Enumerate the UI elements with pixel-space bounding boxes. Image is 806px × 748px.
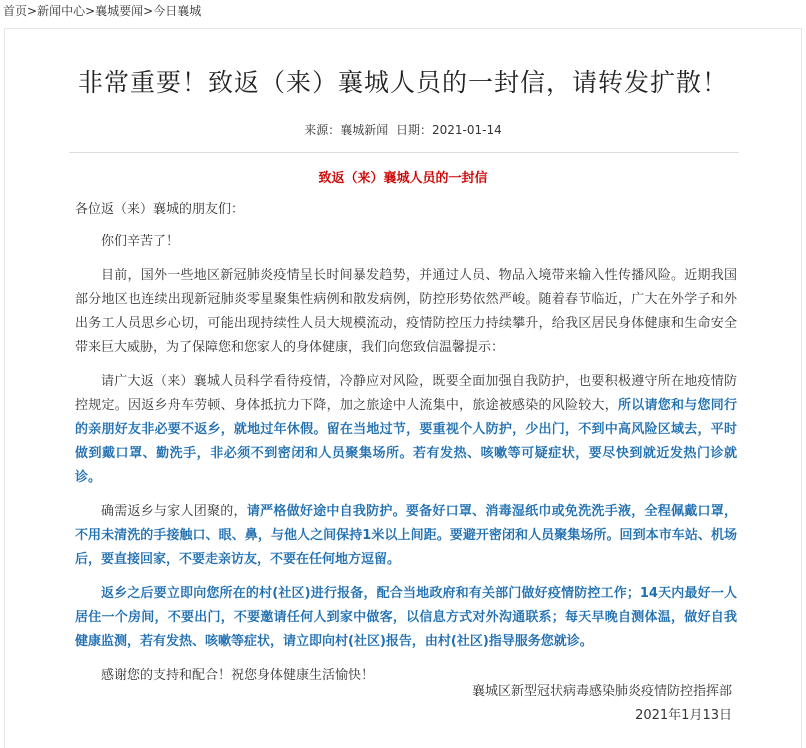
after-return-emphasis: 返乡之后要立即向您所在的村(社区)进行报备，配合当地政府和有关部门做好疫情防控工作；14天内最好一人居住一个房间，不要出门，不要邀请任何人到家中做客，以信息方式对外沟通联系；每天早晚自测体温，做好自我健康监测，若有发热、咳嗽等症状，请立即向村(社区)报告，由村(社区)指导服务您就诊。 bbox=[75, 586, 737, 649]
paragraph-closing: 感谢您的支持和配合！祝您身体健康生活愉快！ bbox=[101, 668, 375, 683]
article-body bbox=[75, 198, 737, 698]
breadcrumb-home-link[interactable]: 首页 bbox=[3, 4, 28, 18]
divider bbox=[69, 152, 739, 153]
source-label: 来源： bbox=[304, 123, 341, 137]
date-label: 日期： bbox=[395, 123, 432, 137]
signature-block bbox=[472, 680, 732, 728]
breadcrumb-xiangcheng-news-link[interactable]: 襄城要闻 bbox=[95, 4, 144, 18]
travel-emphasis: 请严格做好途中自我防护。要备好口罩、消毒湿纸巾或免洗洗手液，全程佩戴口罩，不用未清洗的手接触口、眼、鼻，与他人之间保持1米以上间距。要避开密闭和人员聚集场所。回到本市车站、机场后，要直接回家，不要走亲访友，不要在任何地方逗留。 bbox=[75, 504, 737, 567]
breadcrumb-separator: > bbox=[143, 4, 154, 18]
advice-text: 请广大返（来）襄城人员科学看待疫情，冷静应对风险，既要全面加强自我防护，也要积极遵守所在地疫情防控规定。因返乡舟车劳顿、身体抵抗力下降，加之旅途中人流集中，旅途被感染的风险较大， bbox=[75, 374, 737, 413]
article-meta bbox=[0, 121, 806, 139]
travel-text: 确需返乡与家人团聚的， bbox=[101, 504, 247, 519]
breadcrumb bbox=[3, 1, 201, 21]
paragraph-thanks: 你们辛苦了！ bbox=[101, 234, 180, 249]
paragraph-situation: 目前，国外一些地区新冠肺炎疫情呈长时间暴发趋势，并通过人员、物品入境带来输入性传播风险。近期我国部分地区也连续出现新冠肺炎零星聚集性病例和散发病例，防控形势依然严峻。随着春节临近，广大在外学子和外出务工人员思乡心切，可能出现持续性人员大规模流动，疫情防控压力持续攀升，给我区居民身体健康和生命安全带来巨大威胁，为了保障您和您家人的身体健康，我们向您致信温馨提示： bbox=[75, 268, 737, 355]
source-value: 襄城新闻 bbox=[340, 123, 389, 137]
greeting: 各位返（来）襄城的朋友们： bbox=[75, 202, 245, 217]
letter-title: 致返（来）襄城人员的一封信 bbox=[318, 171, 488, 186]
sign-date: 2021年1月13日 bbox=[635, 708, 732, 723]
breadcrumb-news-center-link[interactable]: 新闻中心 bbox=[37, 4, 86, 18]
paragraph-after-return bbox=[75, 582, 737, 654]
paragraph-travel bbox=[75, 500, 737, 572]
article-title: 非常重要！致返（来）襄城人员的一封信，请转发扩散！ bbox=[77, 68, 728, 97]
signature: 襄城区新型冠状病毒感染肺炎疫情防控指挥部 bbox=[471, 684, 732, 699]
advice-emphasis: 所以请您和与您同行的亲朋好友非必要不返乡，就地过年休假。留在当地过节，要重视个人防护，少出门，不到中高风险区域去，平时做到戴口罩、勤洗手，非必须不到密闭和人员聚集场所。若有发热、咳嗽等可疑症状，要尽快到就近发热门诊就诊。 bbox=[75, 398, 737, 485]
paragraph-advice bbox=[75, 370, 737, 490]
breadcrumb-today-link[interactable]: 今日襄城 bbox=[153, 4, 202, 18]
date-value: 2021-01-14 bbox=[431, 123, 502, 137]
breadcrumb-separator: > bbox=[85, 4, 96, 18]
breadcrumb-separator: > bbox=[27, 4, 38, 18]
